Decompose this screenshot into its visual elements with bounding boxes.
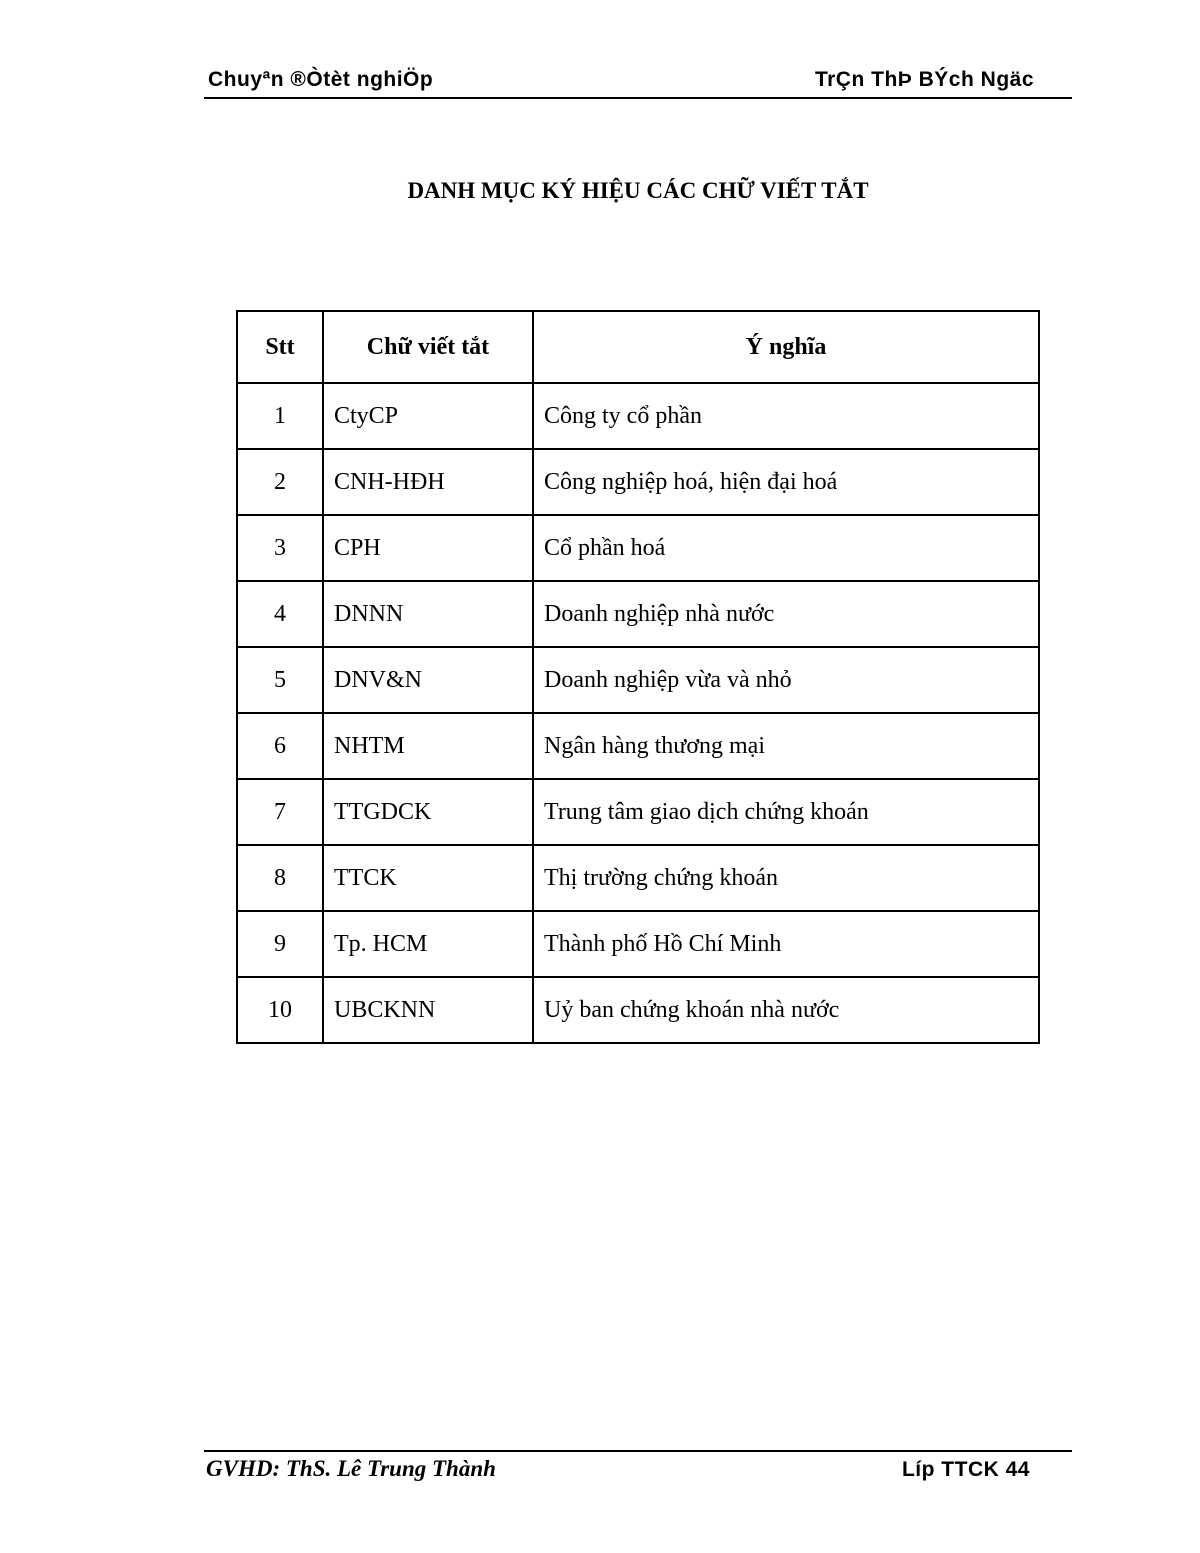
row-number: 4 xyxy=(237,581,323,647)
row-number: 10 xyxy=(237,977,323,1043)
header-right-text: TrÇn ThÞ BÝch Ngäc xyxy=(814,68,1034,91)
table-header-row xyxy=(237,311,1039,383)
table-row xyxy=(237,383,1039,449)
footer-right-text: Líp TTCK 44 xyxy=(901,1458,1030,1481)
column-header-stt: Stt xyxy=(237,311,323,383)
abbreviation-cell: DNNN xyxy=(323,581,533,647)
table-row xyxy=(237,449,1039,515)
meaning-cell: Doanh nghiệp vừa và nhỏ xyxy=(533,647,1039,713)
meaning-cell: Ngân hàng thương mại xyxy=(533,713,1039,779)
meaning-cell: Trung tâm giao dịch chứng khoán xyxy=(533,779,1039,845)
table-row xyxy=(237,713,1039,779)
row-number: 5 xyxy=(237,647,323,713)
footer-divider xyxy=(204,1450,1072,1452)
row-number: 2 xyxy=(237,449,323,515)
table-body xyxy=(237,383,1039,1043)
abbreviation-cell: TTCK xyxy=(323,845,533,911)
footer-left-text: GVHD: ThS. Lê Trung Thành xyxy=(206,1456,496,1481)
row-number: 7 xyxy=(237,779,323,845)
row-number: 1 xyxy=(237,383,323,449)
header-left-text: Chuyªn ®Òtèt nghiÖp xyxy=(208,68,434,91)
row-number: 3 xyxy=(237,515,323,581)
abbreviation-cell: CPH xyxy=(323,515,533,581)
abbreviation-cell: NHTM xyxy=(323,713,533,779)
table-row xyxy=(237,911,1039,977)
table-row xyxy=(237,515,1039,581)
row-number: 8 xyxy=(237,845,323,911)
abbreviation-cell: DNV&N xyxy=(323,647,533,713)
column-header-abbreviation: Chữ viết tắt xyxy=(323,311,533,383)
table-row xyxy=(237,845,1039,911)
meaning-cell: Thị trường chứng khoán xyxy=(533,845,1039,911)
column-header-meaning: Ý nghĩa xyxy=(533,311,1039,383)
meaning-cell: Doanh nghiệp nhà nước xyxy=(533,581,1039,647)
meaning-cell: Cổ phần hoá xyxy=(533,515,1039,581)
abbreviation-cell: UBCKNN xyxy=(323,977,533,1043)
table-row xyxy=(237,647,1039,713)
meaning-cell: Uỷ ban chứng khoán nhà nước xyxy=(533,977,1039,1043)
table-row xyxy=(237,977,1039,1043)
abbreviation-cell: CtyCP xyxy=(323,383,533,449)
abbreviation-cell: CNH-HĐH xyxy=(323,449,533,515)
abbreviation-table xyxy=(236,310,1040,1044)
meaning-cell: Thành phố Hồ Chí Minh xyxy=(533,911,1039,977)
page-title: DANH MỤC KÝ HIỆU CÁC CHỮ VIẾT TẮT xyxy=(407,178,869,203)
meaning-cell: Công ty cổ phần xyxy=(533,383,1039,449)
row-number: 6 xyxy=(237,713,323,779)
table-row xyxy=(237,779,1039,845)
abbreviation-cell: Tp. HCM xyxy=(323,911,533,977)
abbreviation-cell: TTGDCK xyxy=(323,779,533,845)
meaning-cell: Công nghiệp hoá, hiện đại hoá xyxy=(533,449,1039,515)
row-number: 9 xyxy=(237,911,323,977)
header-divider xyxy=(204,97,1072,99)
table-row xyxy=(237,581,1039,647)
